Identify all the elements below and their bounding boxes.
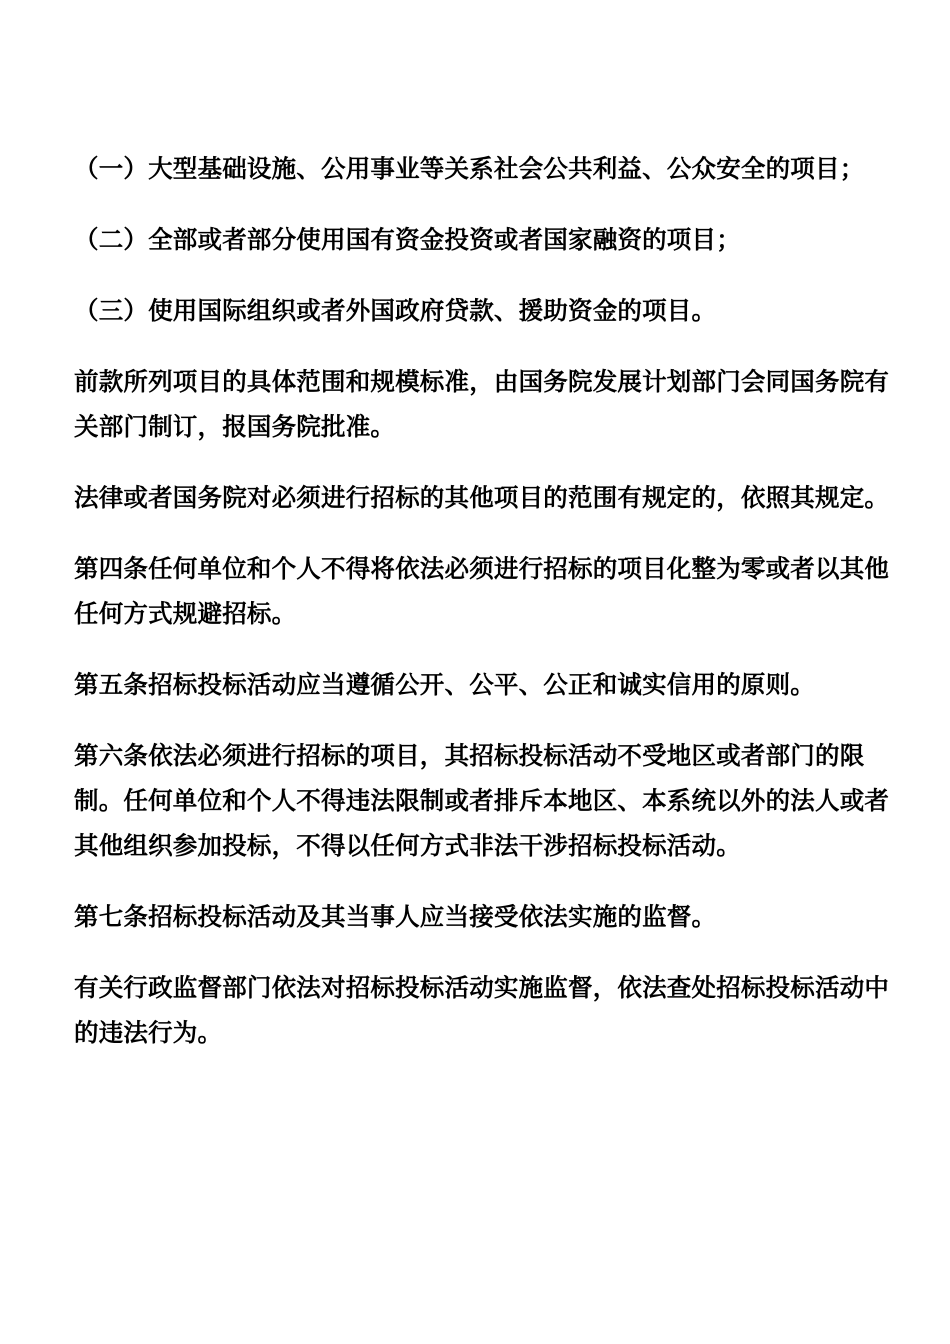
paragraph-article-5: 第五条招标投标活动应当遵循公开、公平、公正和诚实信用的原则。 <box>74 670 815 699</box>
paragraph-item-3: （三）使用国际组织或者外国政府贷款、援助资金的项目。 <box>74 296 717 325</box>
paragraph-item-1: （一）大型基础设施、公用事业等关系社会公共利益、公众安全的项目； <box>74 154 865 183</box>
paragraph-article-6: 第六条依法必须进行招标的项目，其招标投标活动不受地区或者部门的限制。任何单位和个人不得违法限制或者排斥本地区、本系统以外的法人或者其他组织参加投标，不得以任何方式非法干涉招标投标活动。 <box>74 741 890 860</box>
paragraph-supervision: 有关行政监督部门依法对招标投标活动实施监督，依法查处招标投标活动中的违法行为。 <box>74 973 890 1047</box>
paragraph-article-4: 第四条任何单位和个人不得将依法必须进行招标的项目化整为零或者以其他任何方式规避招标。 <box>74 554 890 628</box>
paragraph-other-projects: 法律或者国务院对必须进行招标的其他项目的范围有规定的，依照其规定。 <box>74 483 890 512</box>
document-body <box>74 146 890 1081</box>
paragraph-item-2: （二）全部或者部分使用国有资金投资或者国家融资的项目； <box>74 225 741 254</box>
paragraph-scope-standard: 前款所列项目的具体范围和规模标准，由国务院发展计划部门会同国务院有关部门制订，报国务院批准。 <box>74 367 890 441</box>
paragraph-article-7: 第七条招标投标活动及其当事人应当接受依法实施的监督。 <box>74 902 717 931</box>
